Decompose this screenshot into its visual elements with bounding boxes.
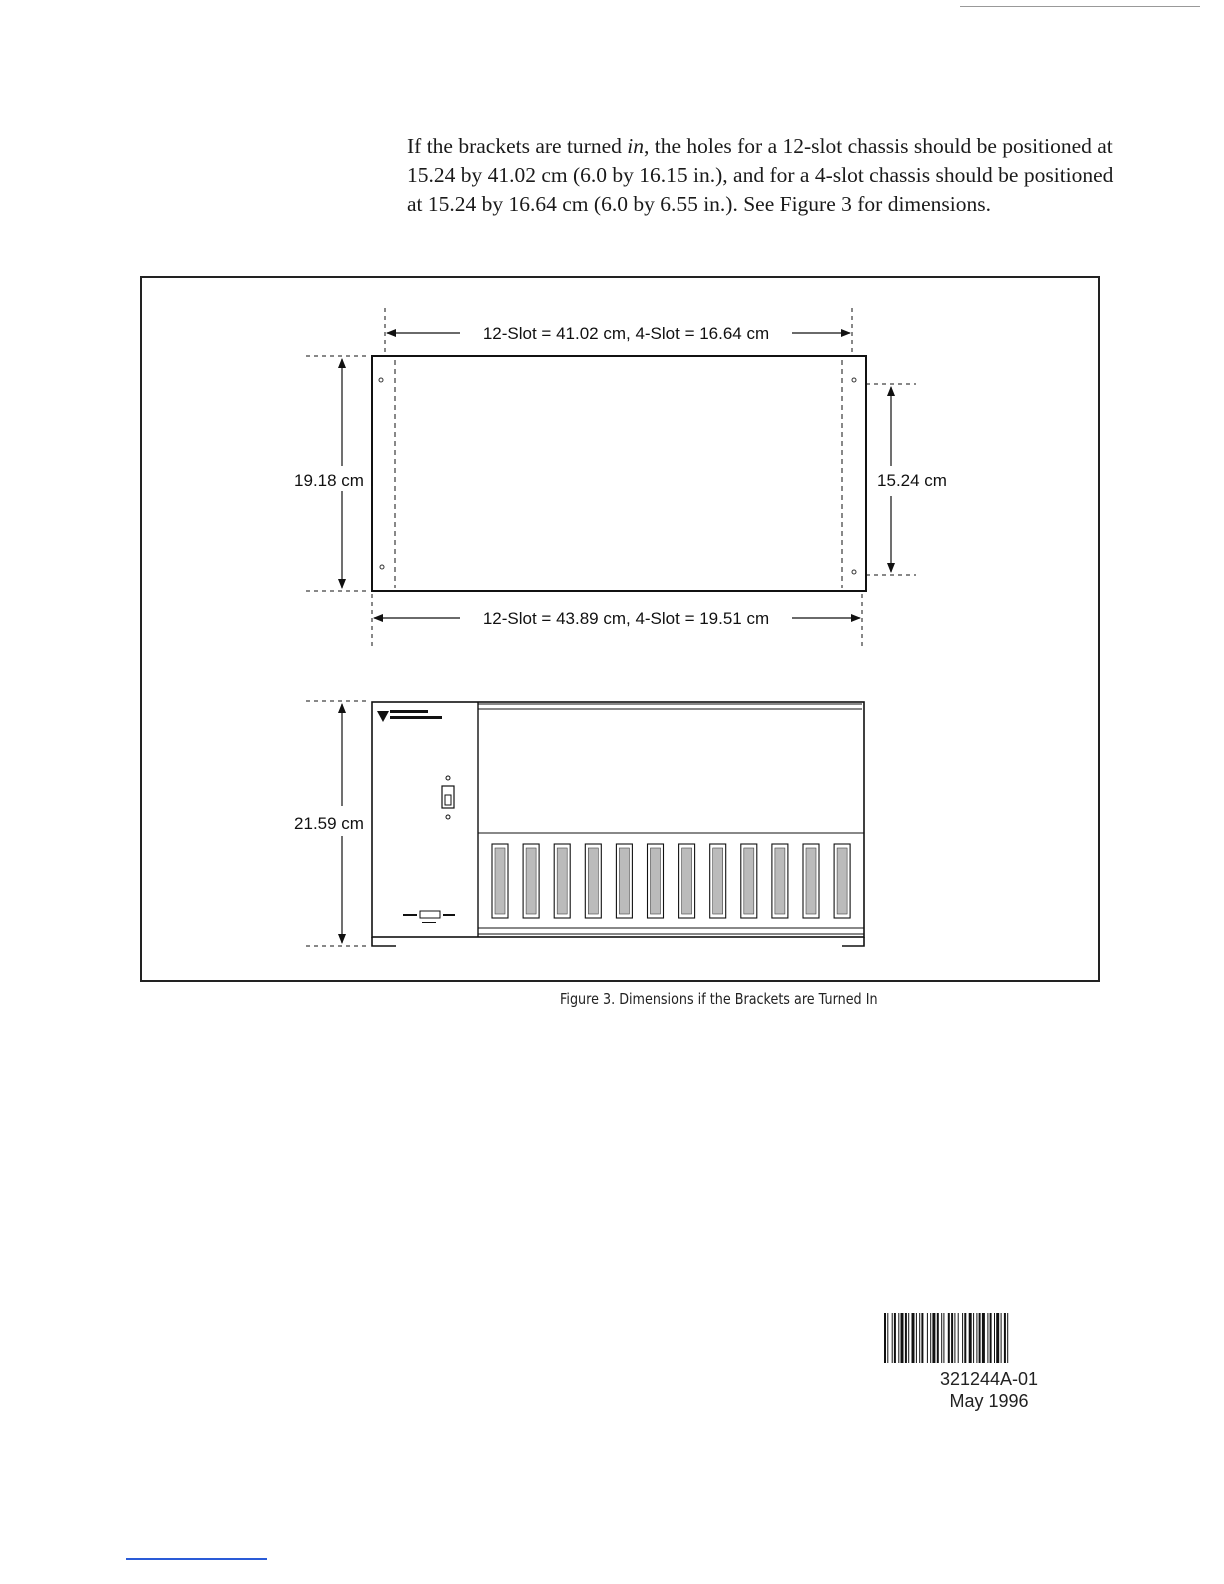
hole-height-label: 15.24 cm (877, 471, 947, 490)
hole-width-dimension (387, 324, 850, 343)
chassis-slot (772, 844, 788, 918)
dimension-diagram (140, 276, 1100, 982)
barcode (884, 1313, 1094, 1363)
overall-width-dimension (372, 594, 862, 648)
chassis-slot (741, 844, 757, 918)
chassis-top-outline (372, 356, 866, 591)
hole-marker (852, 378, 856, 382)
hole-marker (852, 570, 856, 574)
intro-emphasis: in (627, 134, 644, 158)
chassis-slot (616, 844, 632, 918)
hole-width-label: 12-Slot = 41.02 cm, 4-Slot = 16.64 cm (482, 324, 770, 343)
intro-paragraph (407, 132, 1127, 219)
scxi-logo (403, 911, 455, 923)
chassis-slot (834, 844, 850, 918)
chassis-slot (648, 844, 664, 918)
chassis-slot (554, 844, 570, 918)
part-number: 321244A-01 (939, 1369, 1039, 1389)
front-view (294, 701, 864, 946)
hole-height-dimension (866, 384, 947, 575)
hole-marker (380, 565, 384, 569)
chassis-slot (492, 844, 508, 918)
chassis-slot (710, 844, 726, 918)
chassis-depth-label: 19.18 cm (294, 471, 364, 490)
chassis-height-label: 21.59 cm (294, 814, 364, 833)
chassis-slot (523, 844, 539, 918)
footer-rule (126, 1558, 267, 1560)
top-view (294, 308, 947, 648)
chassis-slot (679, 844, 695, 918)
chassis-height-dimension (294, 701, 370, 946)
chassis-front-outline (372, 702, 864, 937)
power-switch (442, 776, 454, 819)
national-instruments-logo (377, 710, 442, 722)
chassis-depth-dimension (294, 356, 370, 591)
overall-width-label: 12-Slot = 43.89 cm, 4-Slot = 19.51 cm (482, 609, 770, 628)
document-footer (880, 1368, 1098, 1412)
chassis-slot (803, 844, 819, 918)
chassis-slot (585, 844, 601, 918)
publication-date: May 1996 (949, 1391, 1029, 1411)
intro-text-end: , the holes for a 12-slot chassis should be positioned at 15.24 by 41.02 cm (6.0 by 16.15 in.), and for a 4-slot chassis should be positioned at 15.24 by 16.64 cm (6.0 by 6.55 in.). See Figure 3 for dimensions. (407, 134, 1114, 216)
figure-caption: Figure 3. Dimensions if the Brackets are Turned In (560, 990, 878, 1008)
intro-text-start: If the brackets are turned (407, 134, 628, 158)
hole-marker (379, 378, 383, 382)
slot-group (492, 844, 850, 918)
top-rule (960, 6, 1200, 7)
